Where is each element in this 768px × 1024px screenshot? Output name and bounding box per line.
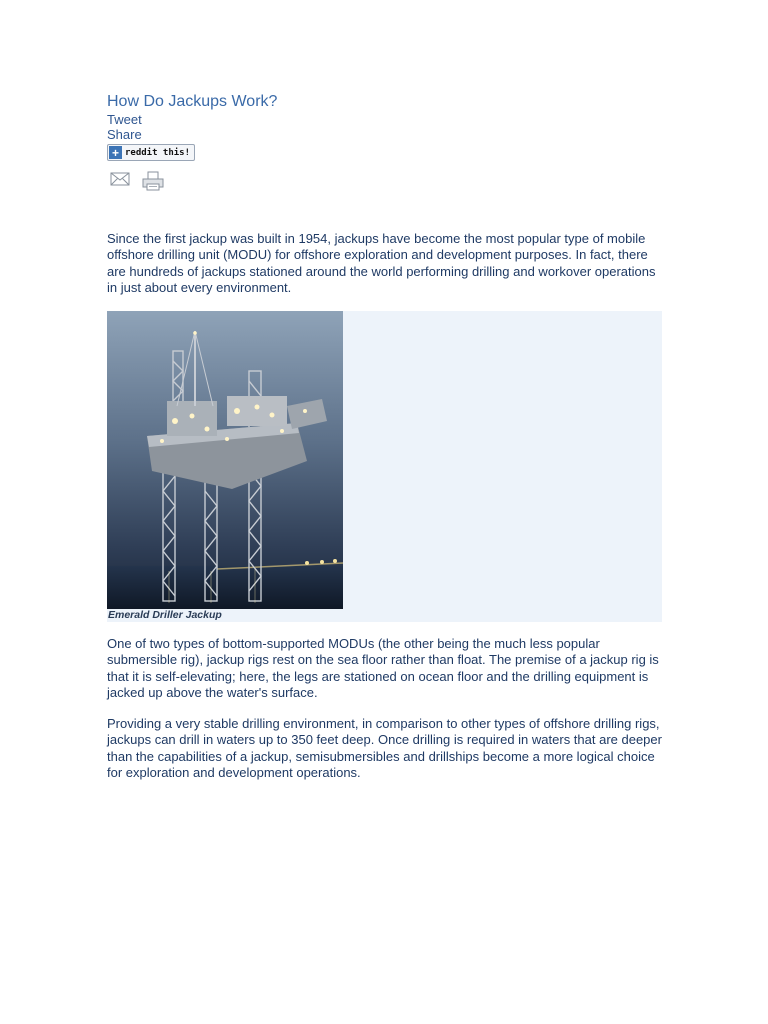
figure-caption: Emerald Driller Jackup <box>108 608 222 621</box>
tweet-link[interactable]: Tweet <box>107 112 142 127</box>
plus-icon: + <box>109 146 122 159</box>
email-icon[interactable] <box>110 171 130 191</box>
intro-paragraph: Since the first jackup was built in 1954, jackups have become the most popular type of mobile offshore drilling unit (MODU) for offshore exploration and development purposes. In fact, there are hundreds of jackups stationed around the world performing drilling and workover operations in just about every environment. <box>107 230 656 295</box>
page-title: How Do Jackups Work? <box>107 93 278 110</box>
figure <box>107 311 662 622</box>
reddit-button[interactable] <box>107 144 195 161</box>
body-paragraph: Providing a very stable drilling environment, in comparison to other types of offshore drilling rigs, jackups can drill in waters up to 350 feet deep. Once drilling is required in waters that are deeper than the capabilities of a jackup, semisubmersibles and drillships become a more logical choice for exploration and development operations. <box>107 715 662 780</box>
jackup-rig-photo <box>107 311 343 609</box>
body-paragraph: One of two types of bottom-supported MODUs (the other being the much less popular submersible rig), jackup rigs rest on the sea floor rather than float. The premise of a jackup rig is that it is self-elevating; here, the legs are stationed on ocean floor and the drilling equipment is jacked up above the water's surface. <box>107 635 659 700</box>
reddit-button-label: reddit this! <box>125 147 191 158</box>
print-icon[interactable] <box>142 171 164 191</box>
share-link[interactable]: Share <box>107 127 142 142</box>
article <box>107 92 663 782</box>
article-tools <box>110 171 663 191</box>
